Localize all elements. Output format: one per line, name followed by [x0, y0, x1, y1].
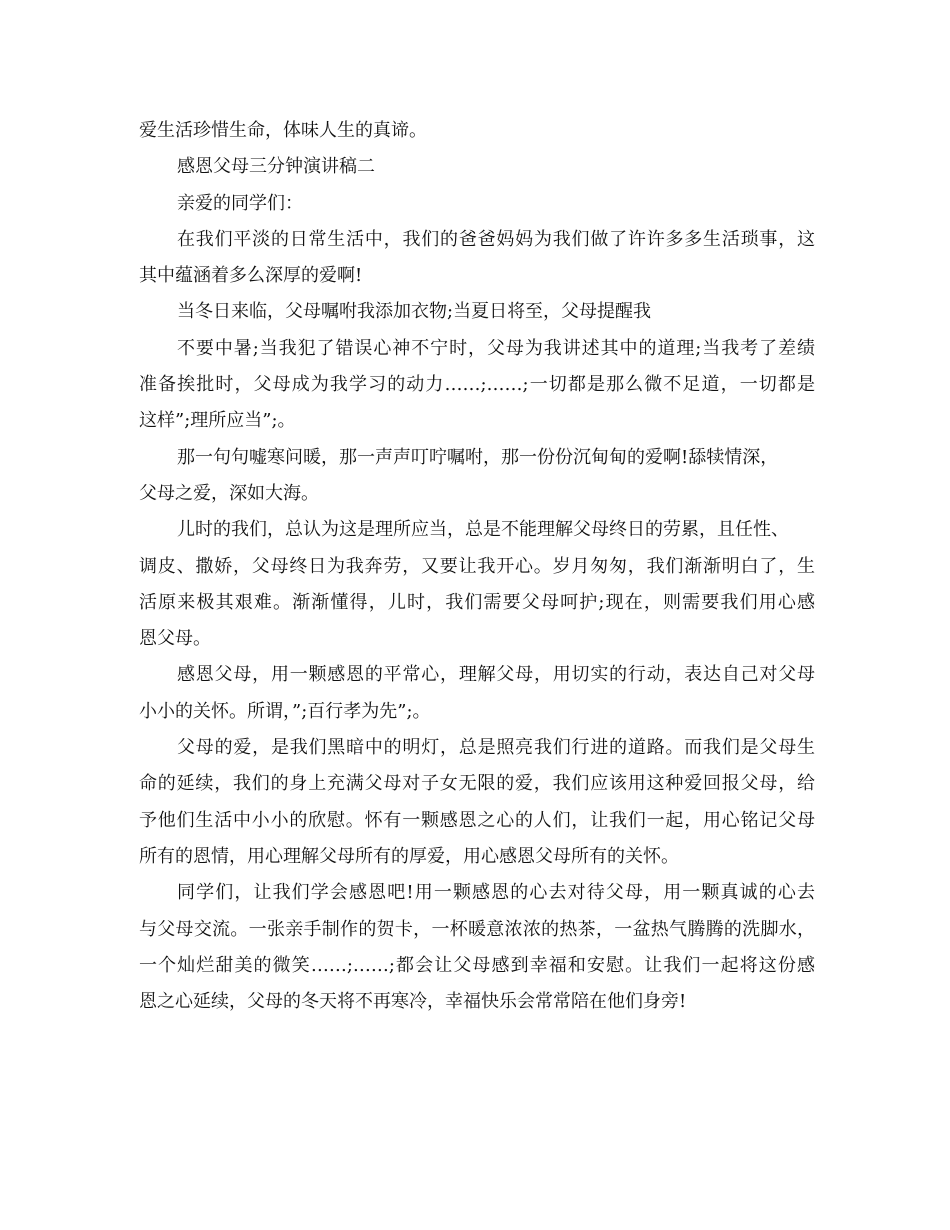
- text-line: 恩之心延续，父母的冬天将不再寒冷，幸福快乐会常常陪在他们身旁!: [139, 991, 687, 1013]
- text-line: 感恩父母，用一颗感恩的平常心，理解父母，用切实的行动，表达自己对父母: [177, 664, 815, 686]
- text-line: 一个灿烂甜美的微笑……;……;都会让父母感到幸福和安慰。让我们一起将这份感: [139, 954, 815, 976]
- document-body: [139, 113, 815, 1020]
- text-line: 当冬日来临，父母嘱咐我添加衣物;当夏日将至，父母提醒我: [177, 301, 652, 323]
- text-line: 爱生活珍惜生命，体味人生的真谛。: [139, 120, 427, 141]
- text-line: 恩父母。: [139, 628, 211, 650]
- text-line: 准备挨批时，父母成为我学习的动力……;……;一切都是那么微不足道，一切都是: [139, 374, 815, 396]
- text-line: 调皮、撒娇，父母终日为我奔劳，又要让我开心。岁月匆匆，我们渐渐明白了，生: [139, 555, 815, 577]
- salutation: 亲爱的同学们：: [177, 192, 303, 214]
- text-line: 活原来极其艰难。渐渐懂得，儿时，我们需要父母呵护;现在，则需要我们用心感: [139, 591, 815, 613]
- text-line: 其中蕴涵着多么深厚的爱啊!: [139, 265, 363, 287]
- text-line: 在我们平淡的日常生活中，我们的爸爸妈妈为我们做了许许多多生活琐事，这: [177, 228, 815, 250]
- text-line: 那一句句嘘寒问暖，那一声声叮咛嘱咐，那一份份沉甸甸的爱啊!舔犊情深，: [177, 446, 779, 468]
- text-line: 所有的恩情，用心理解父母所有的厚爱，用心感恩父母所有的关怀。: [139, 845, 679, 867]
- section-title: 感恩父母三分钟演讲稿二: [177, 156, 375, 178]
- text-line: 这样”;理所应当”;。: [139, 410, 296, 432]
- text-line: 儿时的我们，总认为这是理所应当，总是不能理解父母终日的劳累，且任性、: [177, 519, 789, 541]
- text-line: 命的延续，我们的身上充满父母对子女无限的爱，我们应该用这种爱回报父母，给: [139, 773, 815, 795]
- text-line: 父母之爱，深如大海。: [139, 482, 319, 504]
- text-line: 与父母交流。一张亲手制作的贺卡，一杯暖意浓浓的热茶，一盆热气腾腾的洗脚水，: [139, 918, 815, 940]
- text-line: 父母的爱，是我们黑暗中的明灯，总是照亮我们行进的道路。而我们是父母生: [177, 737, 815, 759]
- text-line: 不要中暑;当我犯了错误心神不宁时，父母为我讲述其中的道理;当我考了差绩: [177, 337, 815, 359]
- text-line: 予他们生活中小小的欣慰。怀有一颗感恩之心的人们，让我们一起，用心铭记父母: [139, 809, 815, 831]
- text-line: 同学们，让我们学会感恩吧!用一颗感恩的心去对待父母，用一颗真诚的心去: [177, 882, 815, 904]
- text-line: 小小的关怀。所谓，”;百行孝为先”;。: [139, 700, 431, 722]
